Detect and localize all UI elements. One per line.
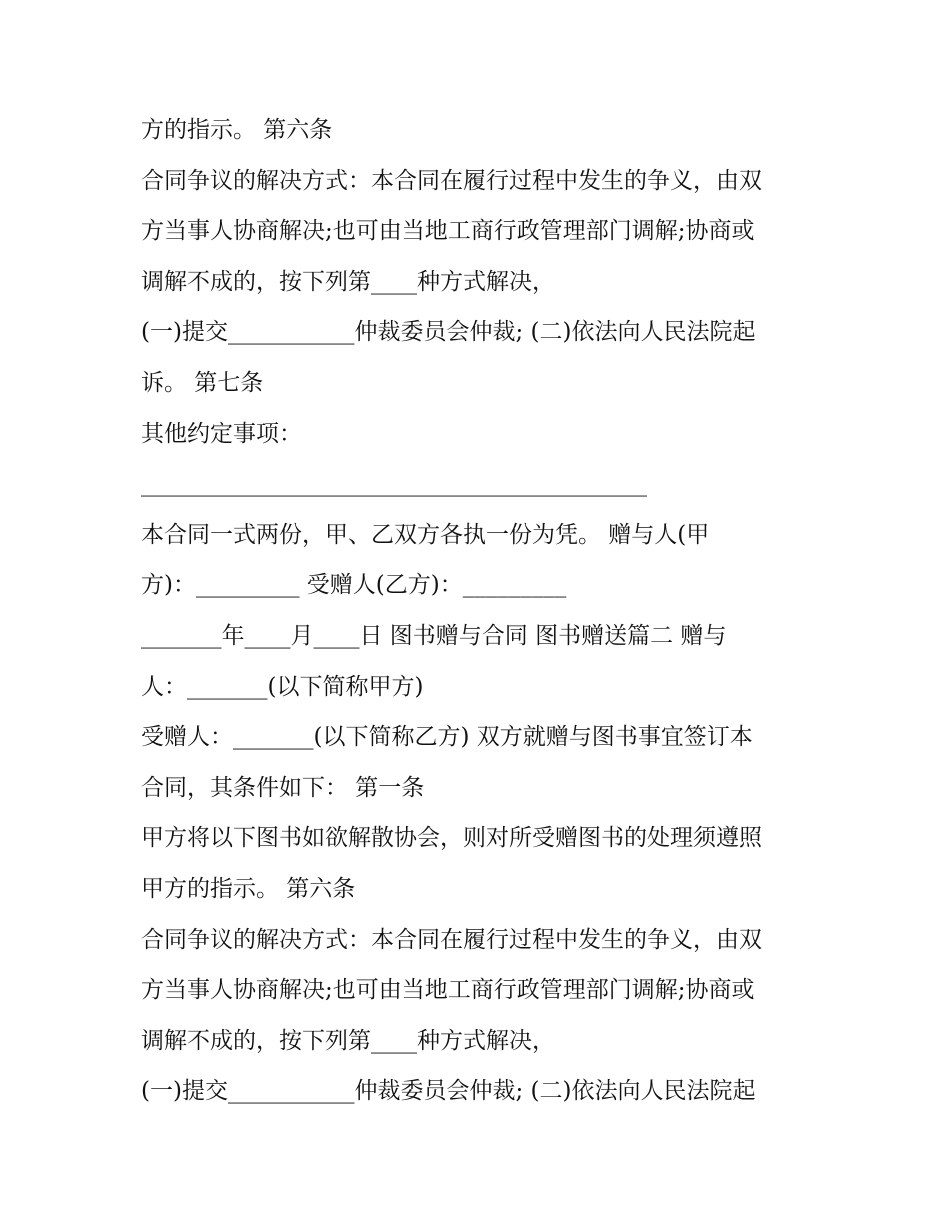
text-line: 诉。 第七条: [141, 369, 264, 396]
text-line: 方)：_________ 受赠人(乙方)：_________: [141, 572, 567, 599]
text-line: 甲方的指示。 第六条: [141, 875, 356, 902]
text-line: 方的指示。 第六条: [141, 117, 333, 143]
text-line: 方当事人协商解决;也可由当地工商行政管理部门调解;协商或: [141, 977, 755, 1004]
text-line: 本合同一式两份，甲、乙双方各执一份为凭。 赠与人(甲: [141, 521, 710, 548]
text-line: 调解不成的，按下列第____种方式解决，: [141, 1027, 555, 1054]
document-body: [141, 108, 831, 1120]
text-line: 调解不成的，按下列第____种方式解决，: [141, 268, 555, 295]
blank-fill-line: ____________________________________________: [141, 471, 647, 498]
text-line: (一)提交___________仲裁委员会仲裁; (二)依法向人民法院起: [141, 1078, 756, 1105]
text-line: 合同，其条件如下： 第一条: [141, 774, 425, 801]
text-line: (一)提交___________仲裁委员会仲裁; (二)依法向人民法院起: [141, 319, 756, 346]
text-line: 受赠人：_______(以下简称乙方) 双方就赠与图书事宜签订本: [141, 724, 753, 751]
text-line: 合同争议的解决方式：本合同在履行过程中发生的争义，由双: [141, 167, 762, 194]
text-line: 人：_______(以下简称甲方): [141, 673, 424, 700]
text-line: 方当事人协商解决;也可由当地工商行政管理部门调解;协商或: [141, 218, 755, 245]
text-line: _______年____月____日 图书赠与合同 图书赠送篇二 赠与: [141, 622, 727, 649]
text-line: 其他约定事项：: [141, 420, 302, 447]
text-line: 合同争议的解决方式：本合同在履行过程中发生的争义，由双: [141, 926, 762, 953]
text-line: 甲方将以下图书如欲解散协会，则对所受赠图书的处理须遵照: [141, 825, 762, 852]
